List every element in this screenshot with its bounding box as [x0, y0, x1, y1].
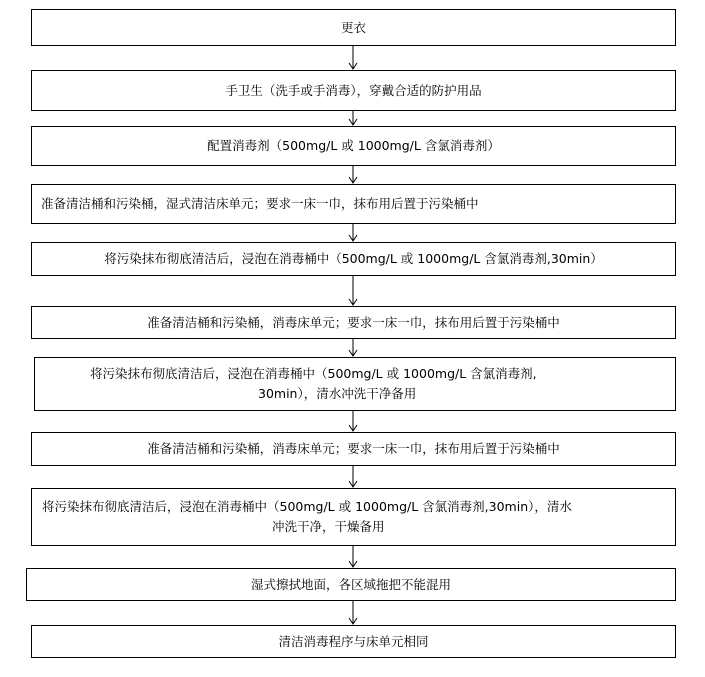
step-disinfect-bed-unit-1: [31, 306, 676, 339]
flow-arrow: [349, 276, 357, 305]
flow-arrow: [349, 601, 357, 624]
step-text-line-2: 30min），清水冲洗干净备用: [258, 386, 417, 401]
step-prepare-disinfectant: [31, 126, 676, 166]
step-text: 湿式擦拭地面，各区域拖把不能混用: [250, 576, 451, 592]
step-text: 将污染抹布彻底清洁后，浸泡在消毒桶中（500mg/L 或 1000mg/L 含氯消毒剂,30min）: [104, 251, 603, 266]
step-text: 更衣: [340, 19, 366, 35]
step-disinfect-bed-unit-2: [31, 432, 676, 466]
step-hand-hygiene-ppe: [31, 70, 676, 111]
step-text: 准备清洁桶和污染桶，消毒床单元；要求一床一巾，抹布用后置于污染桶中: [147, 441, 560, 456]
step-text: 准备清洁桶和污染桶，消毒床单元；要求一床一巾，抹布用后置于污染桶中: [147, 314, 560, 330]
step-wet-clean-bed-unit: [31, 184, 676, 224]
step-same-procedure: [31, 625, 676, 658]
flow-arrow: [349, 466, 357, 487]
flow-arrow: [349, 166, 357, 183]
step-soak-rinse-dry-cloth: [31, 488, 676, 546]
step-change-clothes: [31, 9, 676, 46]
flow-arrow: [349, 111, 357, 125]
step-soak-cloth-1: [31, 242, 676, 276]
step-text-line-2: 冲洗干净，干燥备用: [272, 519, 385, 534]
step-text: 清洁消毒程序与床单元相同: [278, 633, 429, 649]
step-text: 手卫生（洗手或手消毒），穿戴合适的防护用品: [225, 82, 482, 98]
step-text: 配置消毒剂（500mg/L 或 1000mg/L 含氯消毒剂）: [207, 138, 500, 153]
flow-arrow: [349, 46, 357, 69]
flow-arrow: [349, 339, 357, 356]
flow-arrow: [349, 224, 357, 241]
flow-arrow: [349, 411, 357, 431]
step-text-line-1: 将污染抹布彻底清洁后，浸泡在消毒桶中（500mg/L 或 1000mg/L 含氯消毒剂,30min），清水: [42, 499, 572, 514]
step-mop-floor: [26, 568, 676, 601]
step-soak-rinse-cloth: [34, 357, 676, 411]
step-text: 准备清洁桶和污染桶，湿式清洁床单元；要求一床一巾，抹布用后置于污染桶中: [41, 196, 479, 211]
step-text-line-1: 将污染抹布彻底清洁后，浸泡在消毒桶中（500mg/L 或 1000mg/L 含氯消毒剂,: [90, 366, 537, 381]
flow-arrow: [349, 546, 357, 567]
